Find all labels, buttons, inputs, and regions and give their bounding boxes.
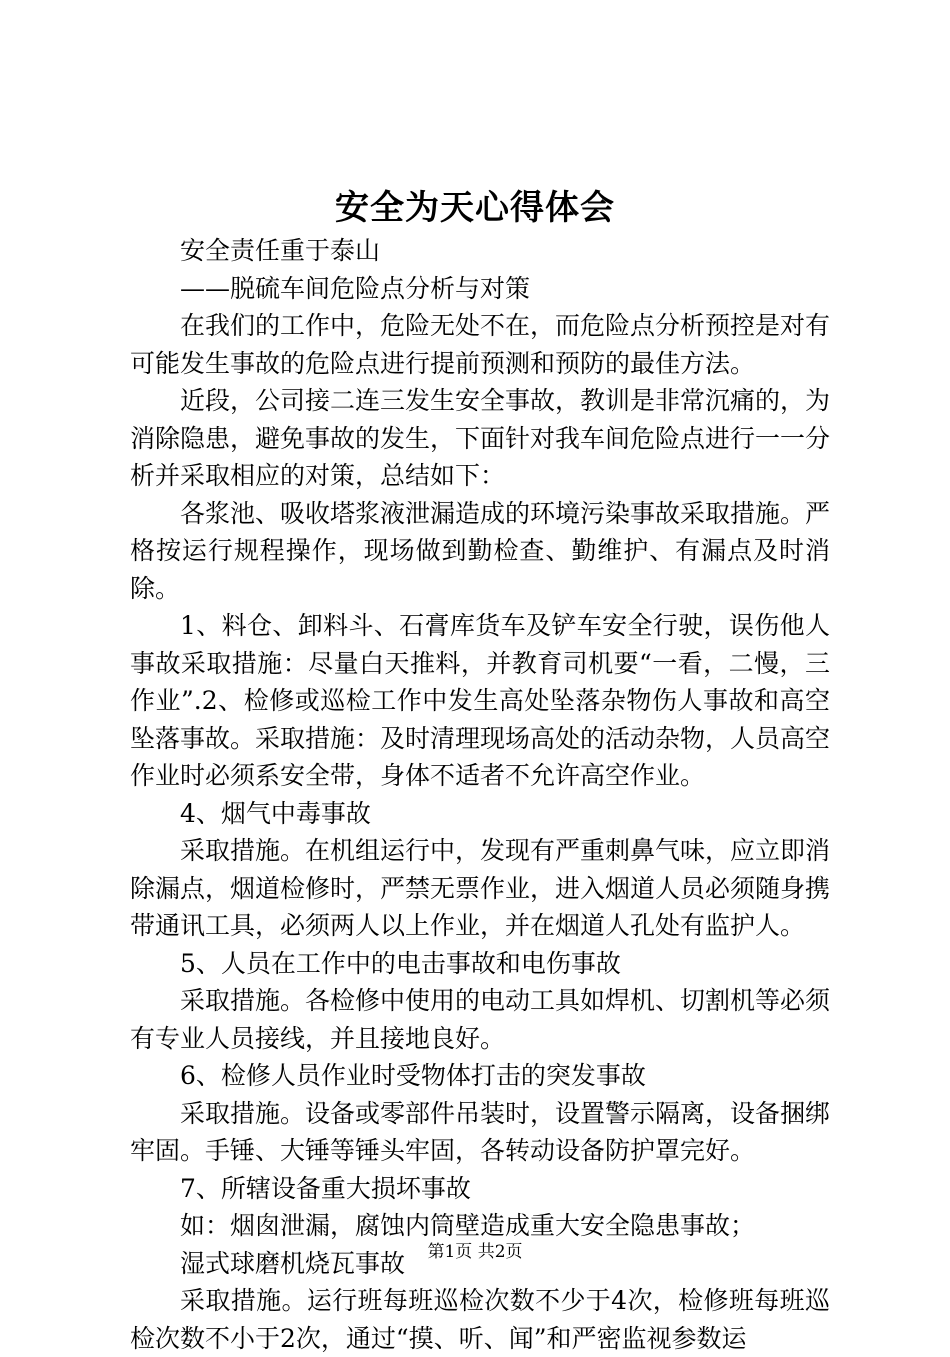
paragraph: 各浆池、吸收塔浆液泄漏造成的环境污染事故采取措施。严格按运行规程操作，现场做到勤检查、勤维护、有漏点及时消除。 xyxy=(130,498,831,603)
paragraph: 近段，公司接二连三发生安全事故，教训是非常沉痛的，为消除隐患，避免事故的发生，下面针对我车间危险点进行一一分析并采取相应的对策，总结如下： xyxy=(130,386,831,490)
paragraph: 采取措施。在机组运行中，发现有严重刺鼻气味，应立即消除漏点，烟道检修时，严禁无票作业，进入烟道人员必须随身携带通讯工具，必须两人以上作业，并在烟道人孔处有监护人。 xyxy=(130,836,831,940)
paragraph: 在我们的工作中，危险无处不在，而危险点分析预控是对有可能发生事故的危险点进行提前预测和预防的最佳方法。 xyxy=(130,311,831,378)
paragraph: 6、检修人员作业时受物体打击的突发事故 xyxy=(180,1061,646,1090)
paragraph: 采取措施。设备或零部件吊装时，设置警示隔离，设备捆绑牢固。手锤、大锤等锤头牢固，各转动设备防护罩完好。 xyxy=(130,1098,831,1165)
paragraph: ——脱硫车间危险点分析与对策 xyxy=(180,273,531,303)
paragraph: 湿式球磨机烧瓦事故 xyxy=(180,1248,406,1278)
document-body xyxy=(130,232,830,1357)
paragraph: 采取措施。运行班每班巡检次数不少于4次，检修班每班巡检次数不小于2次，通过“摸、听、闻”和严密监视参数运 xyxy=(130,1286,830,1353)
page-footer: 第1页 共2页 xyxy=(427,1242,523,1262)
document-title: 安全为天心得体会 xyxy=(335,188,615,228)
paragraph: 4、烟气中毒事故 xyxy=(180,798,371,828)
paragraph: 5、人员在工作中的电击事故和电伤事故 xyxy=(180,948,621,978)
paragraph: 安全责任重于泰山 xyxy=(180,236,381,265)
paragraph: 采取措施。各检修中使用的电动工具如焊机、切割机等必须有专业人员接线，并且接地良好。 xyxy=(130,986,831,1053)
paragraph: 1、料仓、卸料斗、石膏库货车及铲车安全行驶，误伤他人事故采取措施：尽量白天推料，并教育司机要“一看，二慢，三作业”.2、检修或巡检工作中发生高处坠落杂物伤人事故和高空坠落事故。采取措施：及时清理现场高处的活动杂物，人员高空作业时必须系安全带，身体不适者不允许高空作业。 xyxy=(130,611,831,790)
paragraph: 7、所辖设备重大损坏事故 xyxy=(180,1173,471,1203)
paragraph: 如：烟囱泄漏，腐蚀内筒壁造成重大安全隐患事故； xyxy=(180,1211,756,1240)
